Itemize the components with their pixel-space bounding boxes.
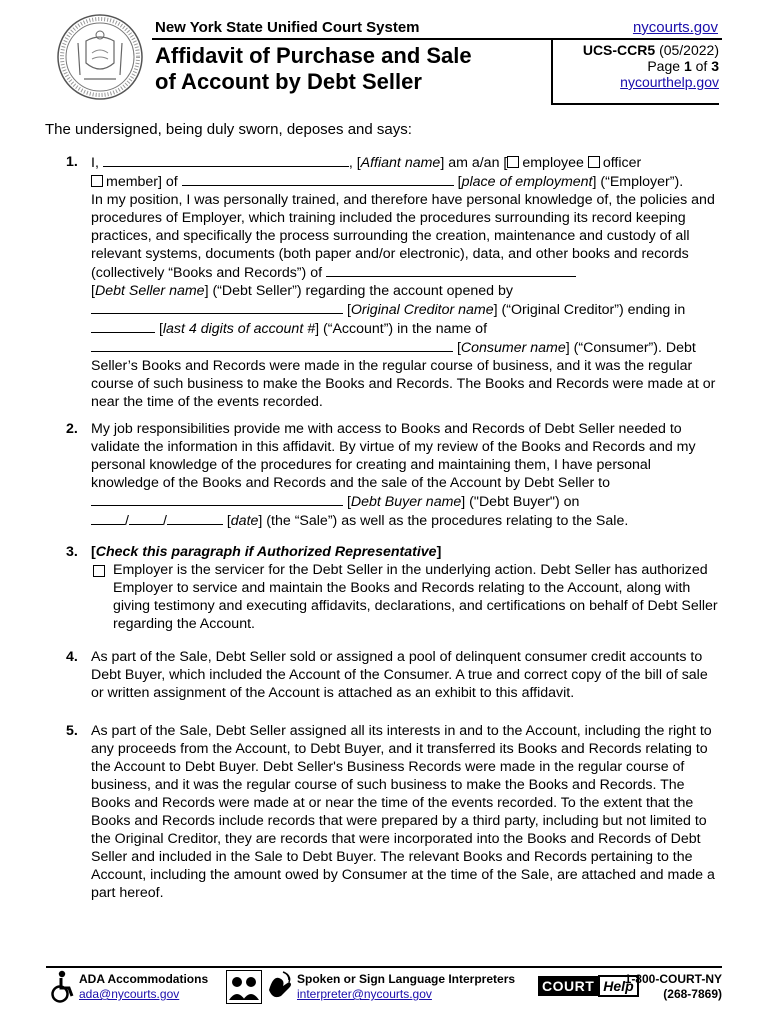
- court-help-logo: [538, 974, 639, 998]
- phone-number: (268-7869): [663, 987, 722, 1001]
- nycourts-link[interactable]: nycourts.gov: [632, 19, 718, 36]
- paragraph-number: 3.: [66, 544, 78, 560]
- officer-checkbox[interactable]: [588, 156, 600, 168]
- sign-language-icon: [265, 970, 295, 1004]
- intro-text: The undersigned, being duly sworn, deposes and says:: [45, 121, 412, 138]
- employee-checkbox[interactable]: [507, 156, 519, 168]
- paragraph-4: 4. As part of the Sale, Debt Seller sold or assigned a pool of delinquent consumer credit accounts to Debt Buyer, which included the Account of the Consumer. A true and correct copy of the bill of sale or written assignment of the Account is attached as an exhibit to this affidavit.: [66, 649, 708, 701]
- interpreter-title: Spoken or Sign Language Interpreters: [297, 972, 516, 986]
- footer-rule: [46, 966, 722, 968]
- paragraph-number: 1.: [66, 154, 78, 170]
- paragraph-3: 3. [Check this paragraph if Authorized Representative] Employer is the servicer for the Debt Seller in the underlying action. Debt Seller has authorized Employer to service and maintain the Books and Records relating to the Account, along with giving testimony and executing affidavits, declarations, and certifications on behalf of Debt Seller regarding the Account.: [66, 544, 718, 632]
- form-title: [155, 43, 472, 95]
- place-of-employment-field[interactable]: [182, 172, 454, 186]
- court-system-name: New York State Unified Court System: [155, 19, 420, 36]
- debt-buyer-name-field[interactable]: [91, 492, 343, 506]
- paragraph-2: 2. My job responsibilities provide me with access to Books and Records of Debt Seller needed to validate the information in this affidavit. By virtue of my review of the Books and Records and my personal knowledge of the procedures for creating and maintaining them, I have personal knowledge of the Books and Records and the sale of the Account by Debt Seller to [Debt Buyer name] ("Debt Buyer") on / / [date] (the “Sale”) as well as the procedures relating to the Sale.: [66, 421, 696, 529]
- nycourthelp-link[interactable]: nycourthelp.gov: [620, 74, 719, 90]
- court-help-logo-a: COURT: [538, 976, 598, 996]
- court-help-logo-b: Help: [598, 975, 638, 997]
- wheelchair-icon: [50, 970, 76, 1004]
- form-info-box: [551, 38, 719, 105]
- interpreters-icon: [226, 970, 262, 1004]
- last-4-digits-field[interactable]: [91, 319, 155, 333]
- sale-month-field[interactable]: [91, 511, 125, 525]
- member-checkbox[interactable]: [91, 175, 103, 187]
- original-creditor-field[interactable]: [91, 300, 343, 314]
- sale-day-field[interactable]: [129, 511, 163, 525]
- ada-email-link[interactable]: ada@nycourts.gov: [79, 987, 180, 1001]
- form-title-line-1: Affidavit of Purchase and Sale: [155, 43, 472, 68]
- paragraph-1: 1. I, , [Affiant name] am a/an [ employee officer member] of [place of employment] (“Employer”). In my position, I was personally trained, and therefore have personal knowledge of, the policies and procedures of Employer, which training included the procedures surrounding its record keeping practices, and specifically the process surrounding the creation, maintenance and custody of all relevant systems, documents (both paper and/or electronic), data, and other books and records (collectively “Books and Records”) of [Debt Seller name] (“Debt Seller”) regarding the account opened by [Original Creditor name] (“Original Creditor”) ending in [last 4 digits of account #] (“Account”) in the name of [Consumer name] (“Consumer”). Debt Seller’s Books and Records were made in the regular course of business, and it was the regular course of such business to make the Books and Records. The Books and Records were made at or near the time of the events recorded.: [66, 154, 716, 410]
- sale-year-field[interactable]: [167, 511, 223, 525]
- authorized-representative-checkbox[interactable]: [93, 565, 105, 577]
- debt-seller-name-field[interactable]: [326, 263, 576, 277]
- ada-block: [79, 972, 208, 1002]
- affiant-name-field[interactable]: [103, 153, 349, 167]
- form-code: UCS-CCR5 (05/2022): [582, 42, 719, 58]
- page-indicator: Page 1 of 3: [647, 58, 719, 74]
- form-title-line-2: of Account by Debt Seller: [155, 69, 422, 94]
- paragraph-number: 4.: [66, 649, 78, 665]
- nys-seal-icon: [56, 13, 144, 101]
- paragraph-number: 2.: [66, 421, 78, 437]
- paragraph-5: 5. As part of the Sale, Debt Seller assigned all its interests in and to the Account, including the right to any proceeds from the Account, to Debt Buyer, and it transferred its Books and Records relating to the Account to Debt Buyer. Debt Seller's Business Records were made in the regular course of business, and it was the regular course of such business to make the Books and Records. The Books and Records were made at or near the time of the events recorded. To the extent that the Books and Records include records that were prepared by a third party, including but not limited to the Original Creditor, they are records that were incorporated into the Books and Records of Debt Seller and included in the Sale to Debt Buyer. The relevant Books and Records pertaining to the Account, including the amount owed by Consumer at the time of the Sale, are attached and made a part hereof.: [66, 723, 715, 901]
- ada-title: ADA Accommodations: [79, 972, 209, 986]
- paragraph-number: 5.: [66, 723, 78, 739]
- phone-block: [625, 972, 722, 1002]
- interpreter-email-link[interactable]: interpreter@nycourts.gov: [297, 987, 432, 1001]
- consumer-name-field[interactable]: [91, 338, 453, 352]
- phone-text: 1-800-COURT-NY: [624, 972, 722, 986]
- interpreter-block: [297, 972, 515, 1002]
